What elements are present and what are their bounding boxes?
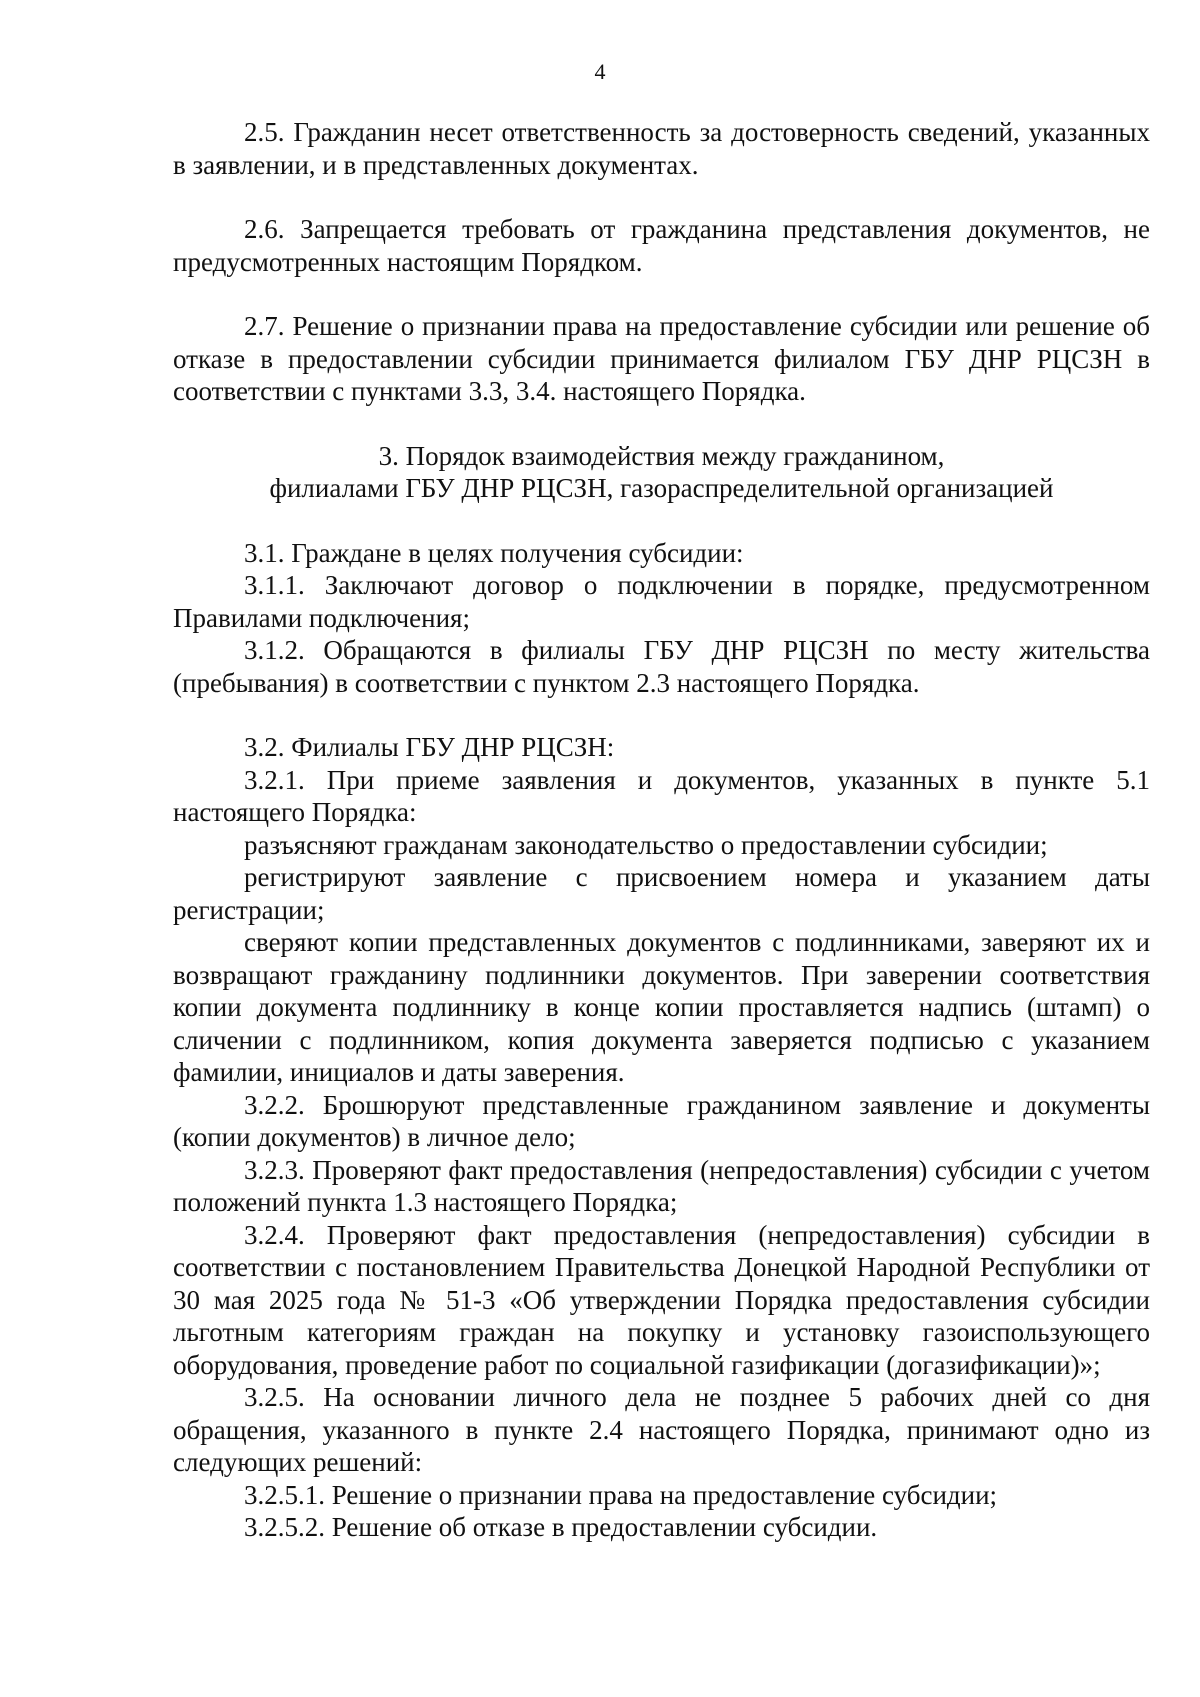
paragraph-2-7: 2.7. Решение о признании права на предоставление субсидии или решение об отказе в предоставлении субсидии принимается филиалом ГБУ ДНР РЦСЗН в соответствии с пунктами 3.3, 3.4. настоящего Порядка. [173,311,1150,406]
paragraph-3-2-1: 3.2.1. При приеме заявления и документов, указанных в пункте 5.1 настоящего Порядка: [173,764,1150,827]
paragraph-3-2-5-2: 3.2.5.2. Решение об отказе в предоставлении субсидии. [244,1512,878,1542]
paragraph-3-2-2: 3.2.2. Брошюруют представленные гражданином заявление и документы (копии документов) в личное дело; [173,1089,1150,1152]
paragraph-3-2-5-1: 3.2.5.1. Решение о признании права на предоставление субсидии; [244,1479,998,1510]
paragraph-2-5: 2.5. Гражданин несет ответственность за достоверность сведений, указанных в заявлении, и в представленных документах. [173,117,1150,180]
paragraph-3-2-1-explain: разъясняют гражданам законодательство о предоставлении субсидии; [244,829,1048,860]
paragraph-2-6: 2.6. Запрещается требовать от гражданина представления документов, не предусмотренных настоящим Порядком. [173,214,1150,277]
paragraph-3-1-1: 3.1.1. Заключают договор о подключении в порядке, предусмотренном Правилами подключения; [173,570,1150,633]
paragraph-3-2-3: 3.2.3. Проверяют факт предоставления (непредоставления) субсидии с учетом положений пункта 1.3 настоящего Порядка; [173,1154,1150,1217]
paragraph-3-1: 3.1. Граждане в целях получения субсидии: [244,537,744,568]
paragraph-3-2: 3.2. Филиалы ГБУ ДНР РЦСЗН: [244,732,615,762]
paragraph-3-2-5: 3.2.5. На основании личного дела не позднее 5 рабочих дней со дня обращения, указанного в пункте 2.4 настоящего Порядка, принимают одно из следующих решений: [173,1382,1150,1477]
paragraph-3-2-4: 3.2.4. Проверяют факт предоставления (непредоставления) субсидии в соответствии с постановлением Правительства Донецкой Народной Республики от 30 мая 2025 года № 51-3 «Об утверждении Порядка предоставления субсидии льготным категориям граждан на покупку и установку газоиспользующего оборудования, проведение работ по социальной газификации (догазификации)»; [173,1219,1150,1380]
page-number: 4 [594,59,606,84]
section-3-heading-line-1: 3. Порядок взаимодействия между гражданином, [378,440,945,471]
paragraph-3-2-1-register: регистрируют заявление с присвоением номера и указанием даты регистрации; [173,862,1150,925]
paragraph-3-1-2: 3.1.2. Обращаются в филиалы ГБУ ДНР РЦСЗН по месту жительства (пребывания) в соответствии с пунктом 2.3 настоящего Порядка. [173,635,1150,698]
document-body [173,116,1150,1544]
section-3-heading-line-2: филиалами ГБУ ДНР РЦСЗН, газораспределительной организацией [269,473,1054,503]
section-3-heading [173,440,1150,505]
paragraph-3-2-1-verify: сверяют копии представленных документов с подлинниками, заверяют их и возвращают гражданину подлинники документов. При заверении соответствия копии документа подлиннику в конце копии проставляется надпись (штамп) о сличении с подлинником, копия документа заверяется подписью с указанием фамилии, инициалов и даты заверения. [173,927,1150,1087]
